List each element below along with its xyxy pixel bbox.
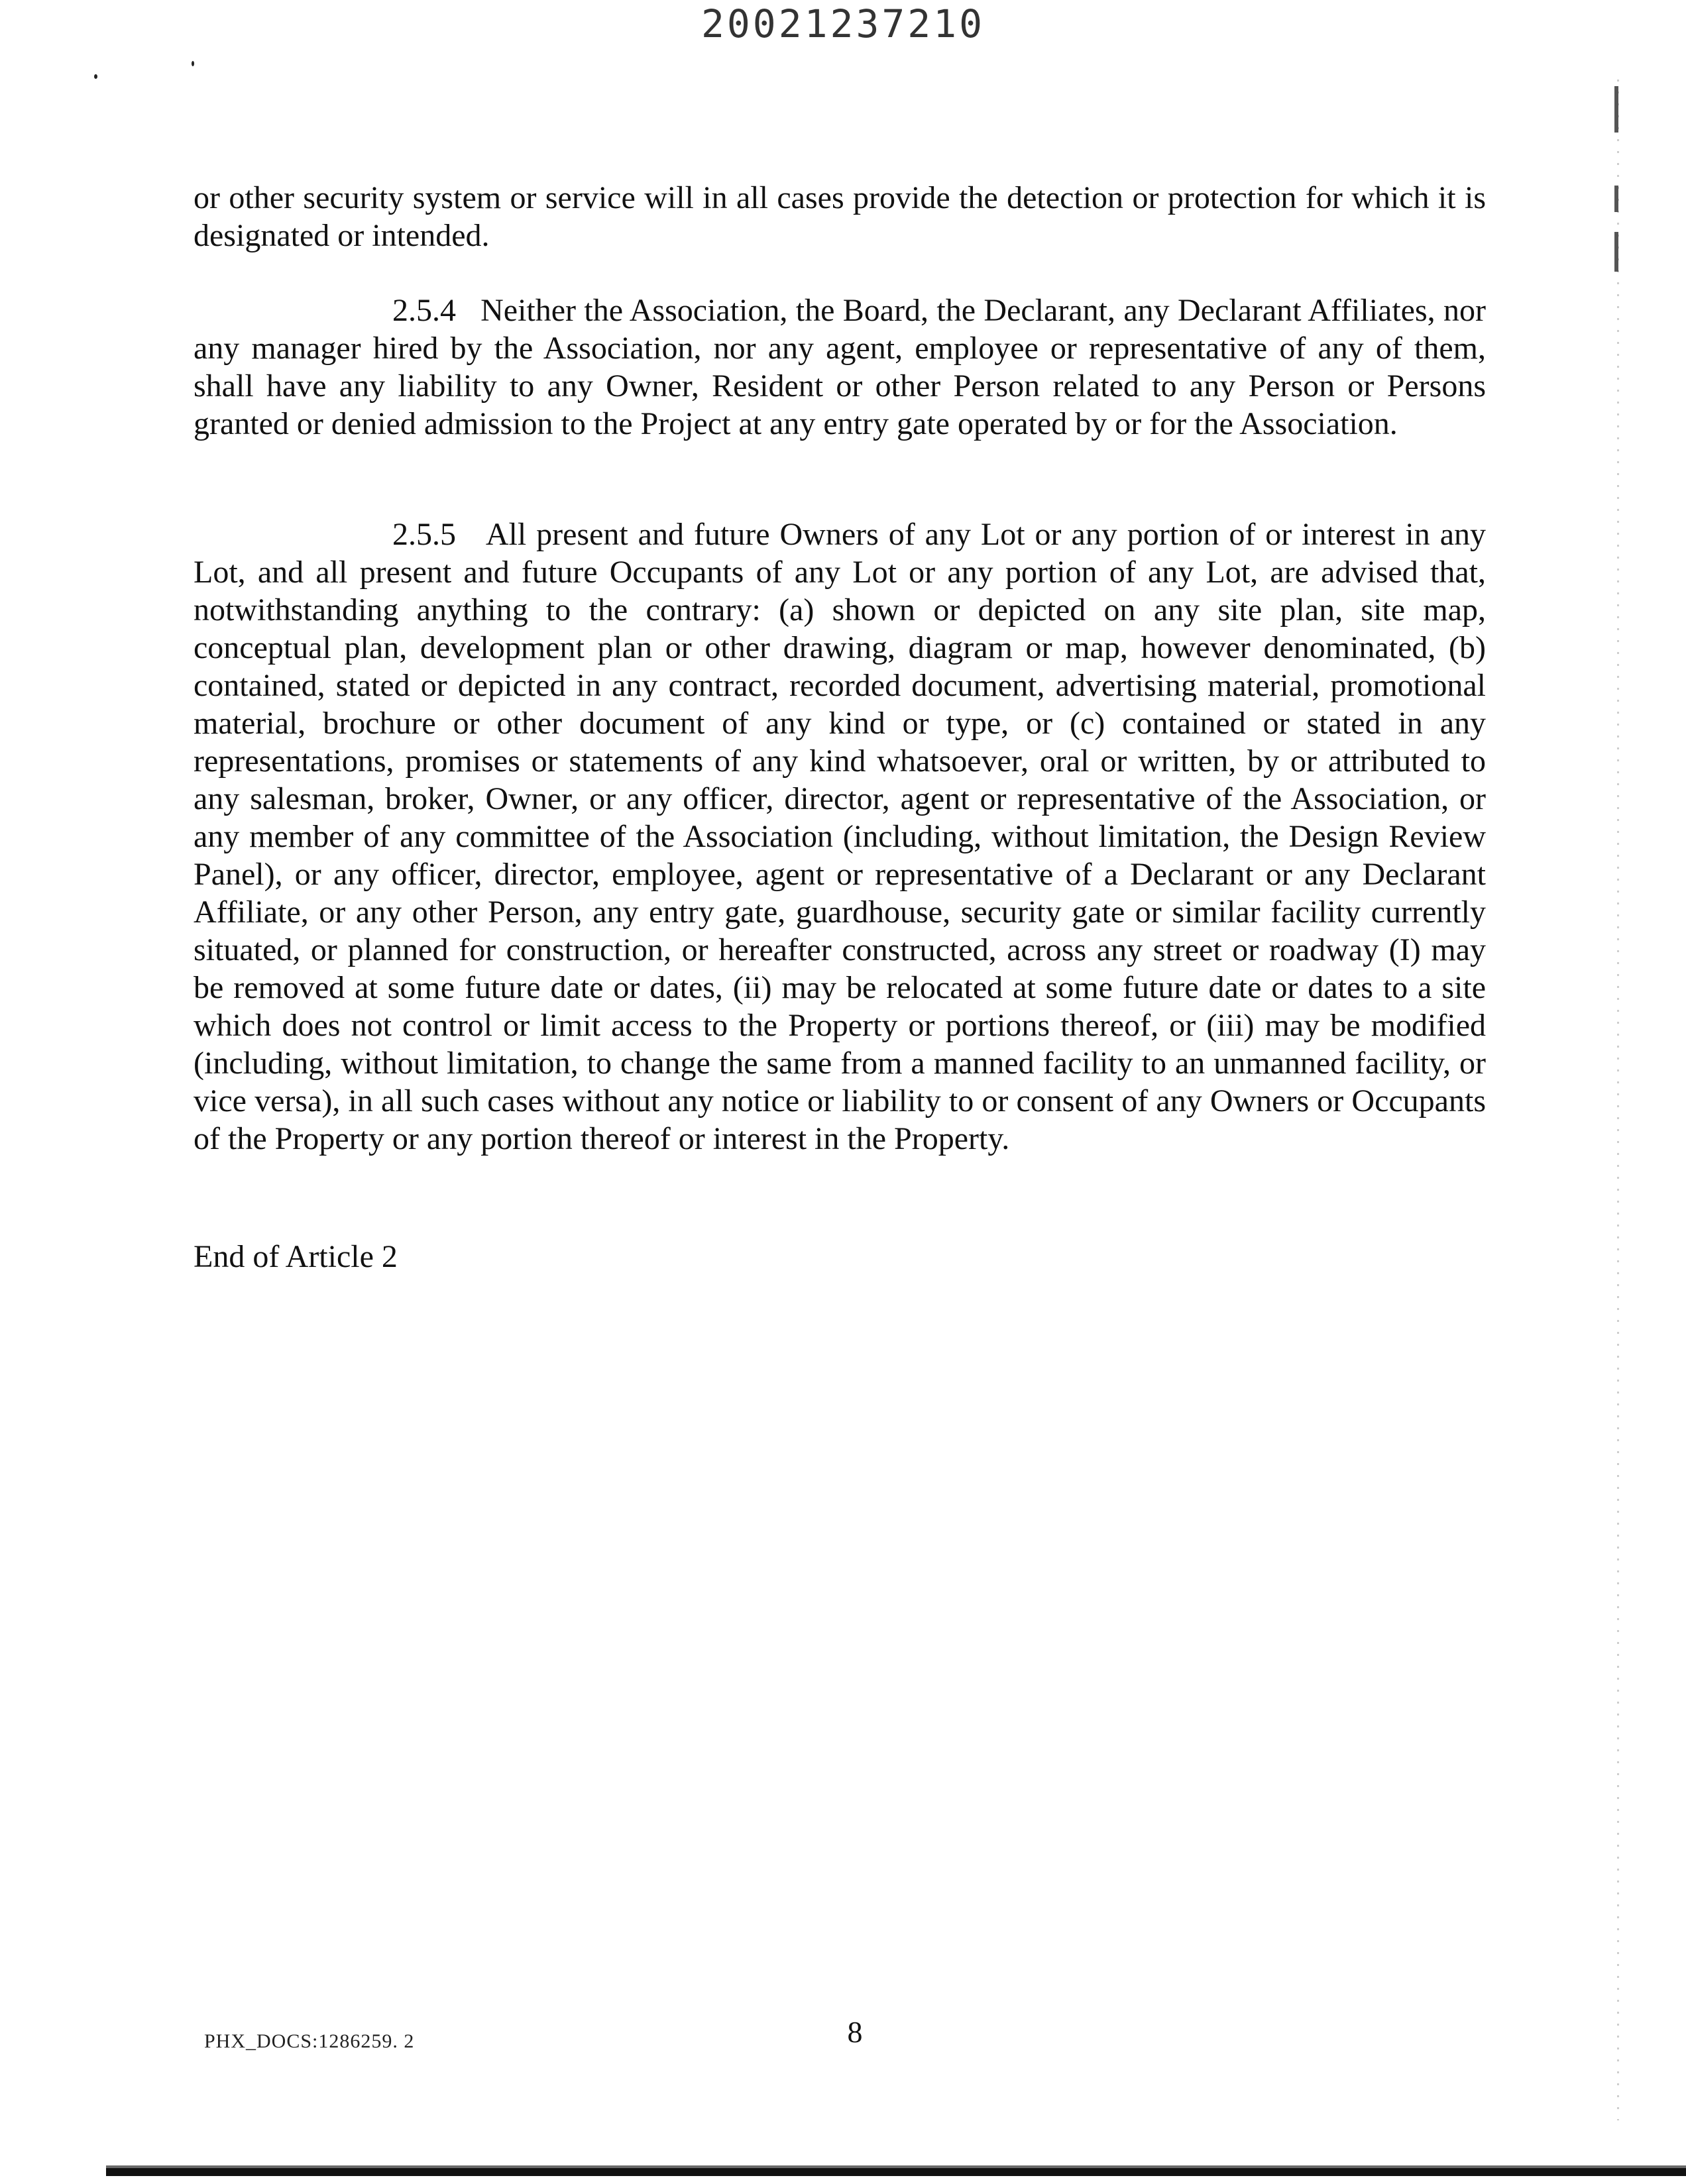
footer-document-id: PHX_DOCS:1286259. 2 [204, 2030, 415, 2052]
scan-speck [94, 74, 97, 79]
end-of-article: End of Article 2 [194, 1239, 398, 1274]
section-number: 2.5.5 [392, 517, 456, 552]
section-number: 2.5.4 [392, 293, 456, 328]
section-text: Neither the Association, the Board, the Declarant, any Declarant Affiliates, nor any manager hired by the Association, nor any agent, employee or representative of any of them, shall have any liability to any Owner, Resident or other Person related to any Person or Persons granted or denied admission to the Project at any entry gate operated by or for the Association. [194, 293, 1487, 441]
section-2-5-5 [194, 516, 1486, 1158]
paragraph-continuation: or other security system or service will in all cases provide the detection or protection for which it is designated or intended. [194, 180, 1486, 253]
scan-edge-mark [1614, 186, 1618, 212]
section-2-5-4 [194, 292, 1486, 443]
recording-number: 20021237210 [701, 1, 985, 46]
scan-edge-mark [1614, 232, 1618, 272]
section-text: All present and future Owners of any Lot or any portion of or interest in any Lot, and all present and future Occupants of any Lot or any portion of any Lot, are advised that, notwithstanding anything to the contrary: (a) shown or depicted on any site plan, site map, conceptual plan, development plan or other drawing, diagram or map, however denominated, (b) contained, stated or depicted in any contract, recorded document, advertising material, promotional material, brochure or other document of any kind or type, or (c) contained or stated in any representations, promises or statements of any kind whatsoever, oral or written, by or attributed to any salesman, broker, Owner, or any officer, director, agent or representative of the Association, or any member of any committee of the Association (including, without limitation, the Design Review Panel), or any officer, director, employee, agent or representative of a Declarant or any Declarant Affiliate, or any other Person, any entry gate, guardhouse, security gate or similar facility currently situated, or planned for construction, or hereafter constructed, across any street or roadway (I) may be removed at some future date or dates, (ii) may be relocated at some future date or dates to a site which does not control or limit access to the Property or portions thereof, or (iii) may be modified (including, without limitation, to change the same from a manned facility to an unmanned facility, or vice versa), in all such cases without any notice or liability to or consent of any Owners or Occupants of the Property or any portion thereof or interest in the Property. [194, 517, 1486, 1156]
scan-edge-artifact [1617, 80, 1619, 2120]
scan-speck [192, 61, 194, 66]
page-number: 8 [847, 2015, 863, 2049]
bottom-scan-edge [106, 2168, 1686, 2176]
scan-edge-mark [1614, 86, 1618, 133]
